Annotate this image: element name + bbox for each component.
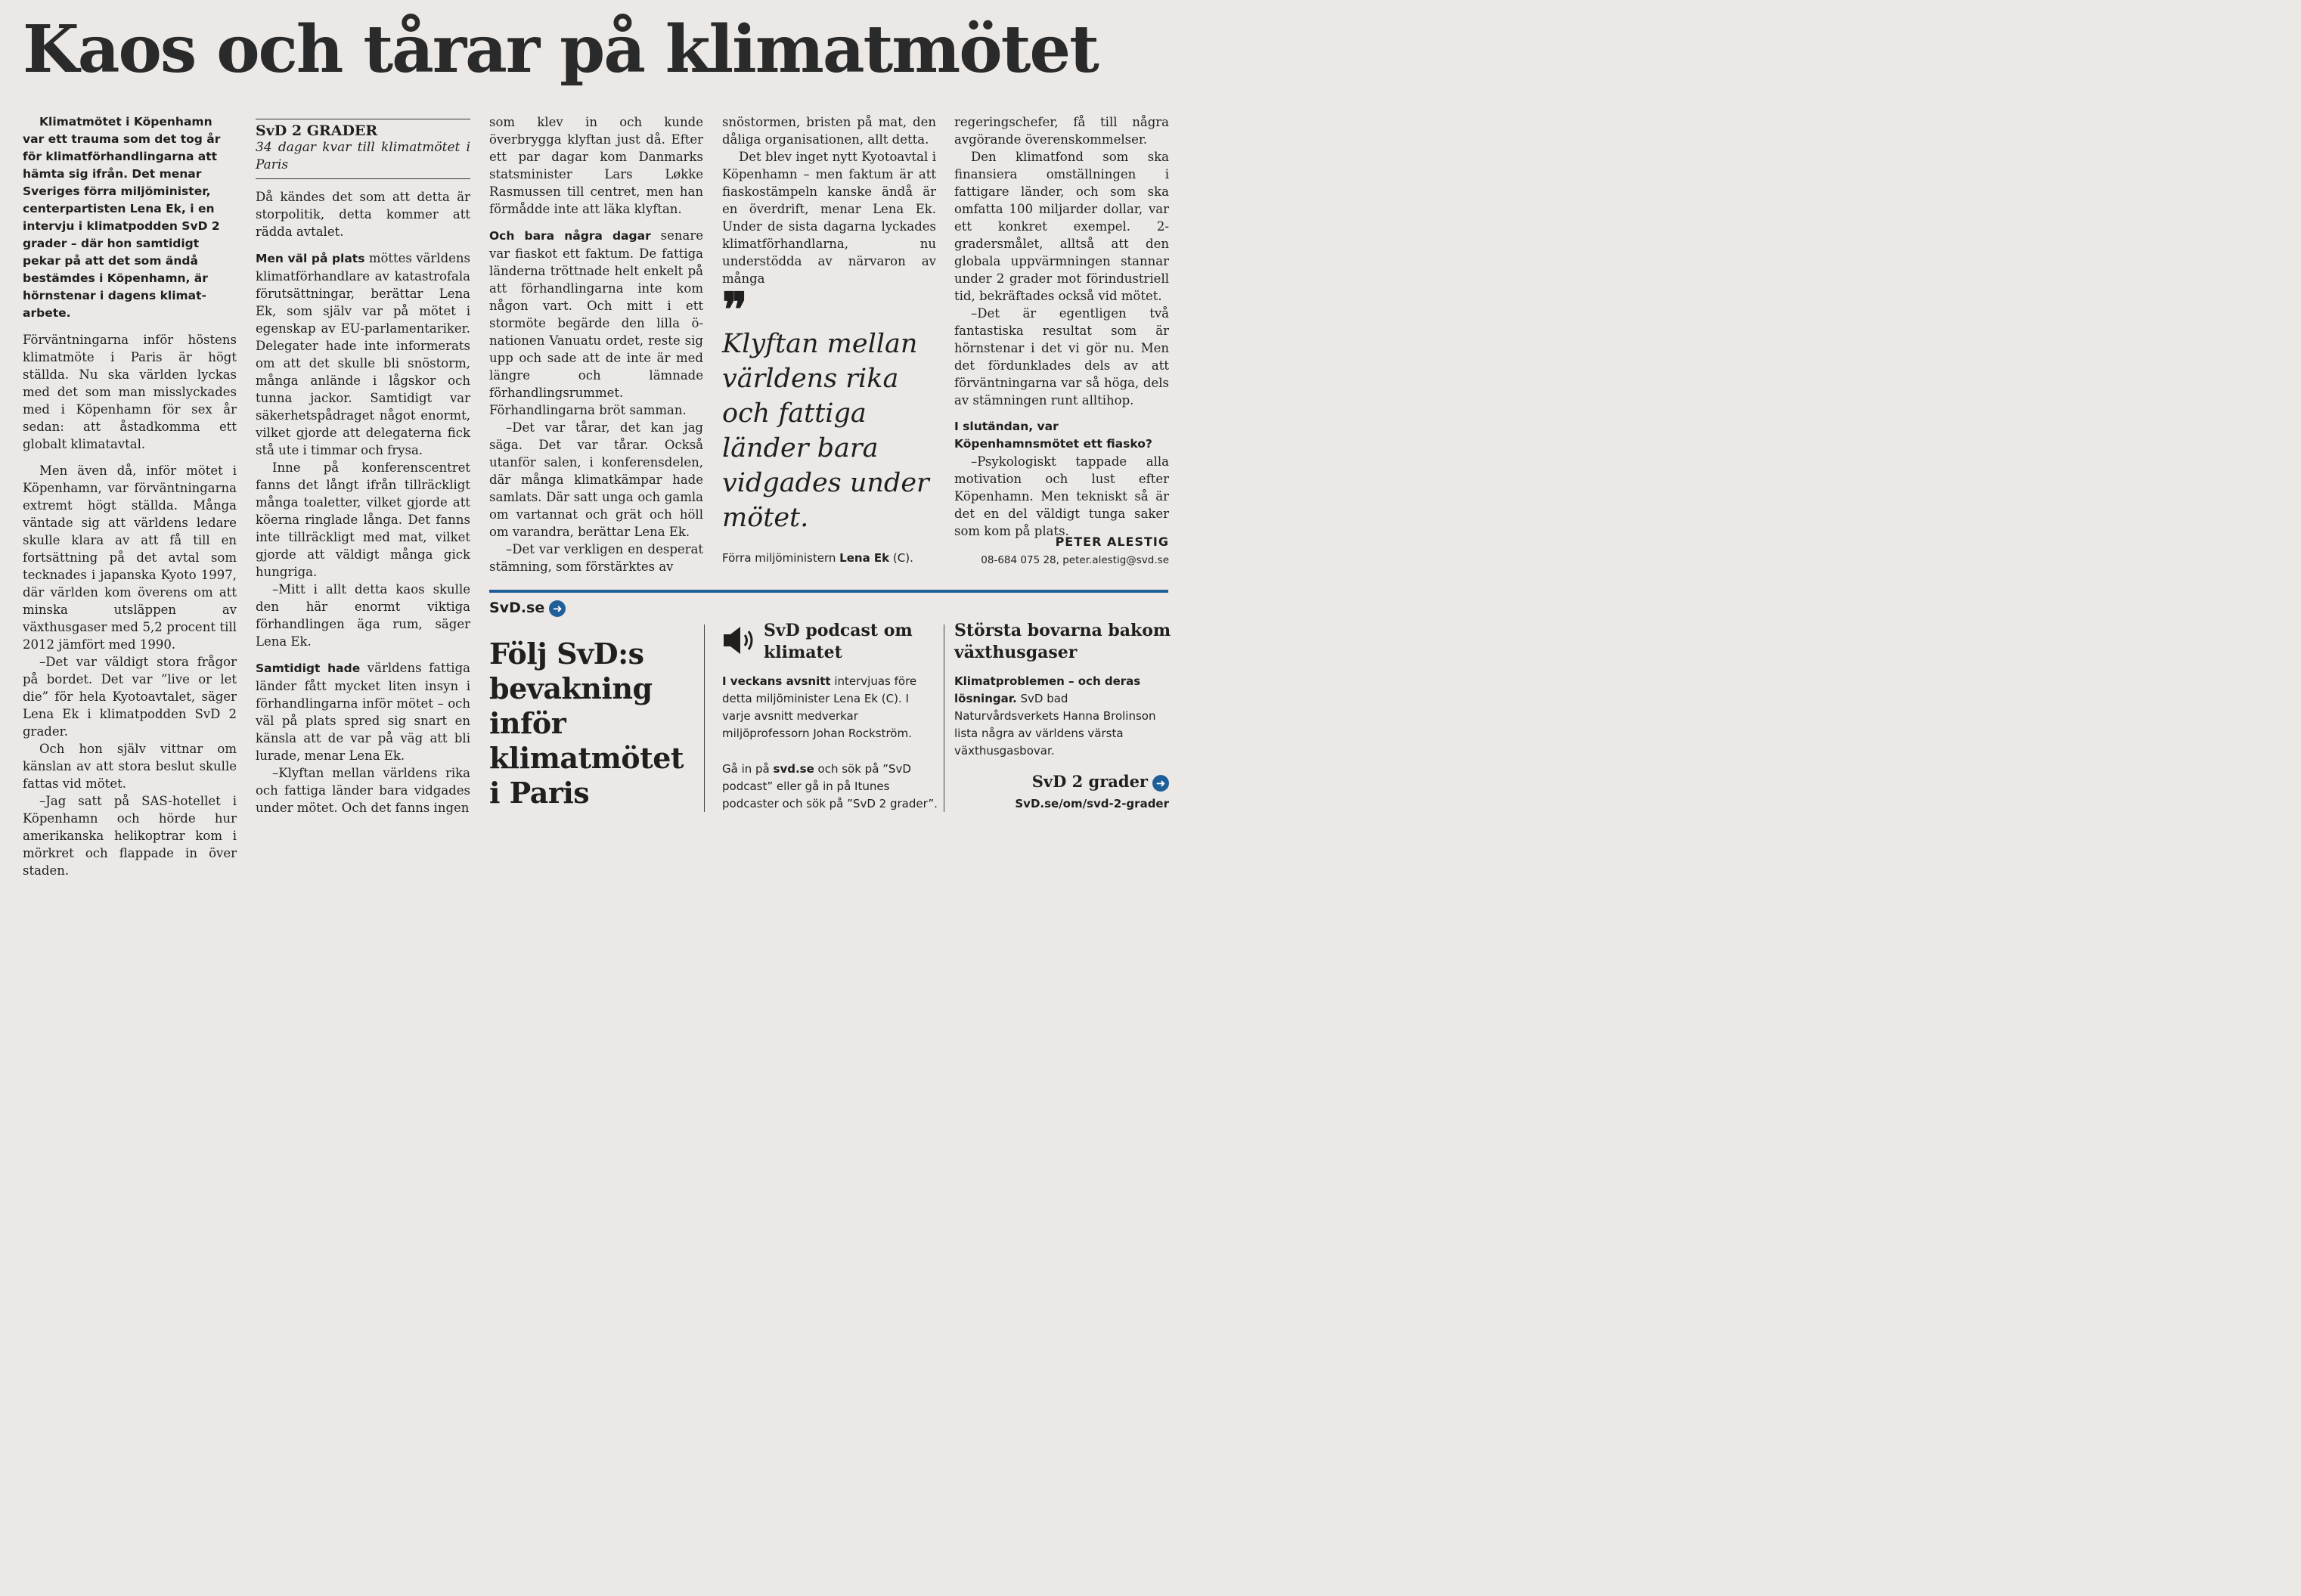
col5-paragraph: regeringschefer, få till några avgörande överenskommelser. — [954, 115, 1169, 147]
byline-contact: 08-684 075 28, peter.alestig@svd.se — [981, 554, 1169, 566]
byline-name: PETER ALESTIG — [1055, 535, 1169, 549]
column-separator — [704, 624, 705, 812]
article-column-5 — [954, 113, 1169, 540]
col2-text: världens fattiga länder fått mycket liten insyn i förhandlingarna inför mötet – och väl på plats spred sig snart en känsla att de var på väg att bli lurade, menar Lena Ek. — [256, 661, 470, 763]
col2-paragraph: –Mitt i allt detta kaos skulle den här enormt viktiga förhandlingen äga rum, säger Lena Ek. — [256, 582, 470, 649]
pull-quote: Klyftan mellan världens rika och fattiga länder bara vidgades under mötet. — [722, 329, 929, 533]
polluters-body: SvD bad Naturvårdsverkets Hanna Brolinson lista några av världens värsta växthusgasbovar. — [954, 692, 1156, 758]
arrow-right-icon: ➜ — [549, 600, 566, 617]
question-heading: I slutändan, var Köpenhamnsmötet ett fiasko? — [954, 420, 1152, 451]
col3-paragraph: –Det var tårar, det kan jag säga. Det var tårar. Också utanför salen, i konferensdelen, där många klimatkämpar hade samlats. Där satt unga och gamla om vartannat och grät och höll om varandra, berättar Lena Ek. — [489, 420, 703, 539]
subhead-lead: Samtidigt hade — [256, 662, 361, 675]
article-column-1 — [23, 113, 237, 879]
svd-2-grader-label: SvD 2 grader — [1031, 772, 1148, 791]
article-column-4 — [722, 113, 936, 287]
vignette-title: SvD 2 GRADER — [256, 122, 378, 139]
podcast-text1: intervjuas före detta miljöminister Lena Ek (C). I varje avsnitt medverkar miljöprofessorn Johan Rockström. — [722, 674, 917, 740]
podcast-text2b: och sök på ”SvD podcast” eller gå in på Itunes podcaster och sök på ”SvD 2 grader”. — [722, 762, 938, 810]
headline: Kaos och tårar på klimatmötet — [23, 11, 1098, 88]
col3-text: senare var fiaskot ett faktum. De fattiga länderna tröttnade helt enkelt på att förhandlingarna inte kom någon vart. Och mitt i ett stormöte begärde den lilla ö-nationen Vanuatu ordet, reste sig upp och sade att de inte är med längre och lämnade förhandlingsrummet. Förhandlingarna bröt samman. — [489, 228, 704, 417]
col2-paragraph — [256, 659, 470, 764]
col5-paragraph: Den klimatfond som ska finansiera omställningen i fattigare länder, och som ska omfatta 100 miljarder dollar, var ett konkret exempel. 2-gradersmålet, alltså att den globala uppvärmningen stannar under 2 grader mot förindustriell tid, bekräftades också vid mötet. — [954, 150, 1169, 303]
col2-paragraph: –Klyftan mellan världens rika och fattiga länder bara vidgades under mötet. Och det fanns ingen — [256, 766, 470, 815]
podcast-text2a: Gå in på — [722, 762, 774, 776]
svd-se-label: SvD.se — [489, 600, 545, 616]
quote-source-name: Lena Ek — [839, 551, 890, 565]
col5-paragraph: –Psykologiskt tappade alla motivation och lust efter Köpenhamn. Men tekniskt så är det en del väldigt tunga saker som kom på plats. — [954, 454, 1169, 538]
podcast-title: SvD podcast om klimatet — [764, 621, 913, 662]
polluters-title: Största bovarna bakom växthusgaser — [954, 621, 1171, 662]
svd-se-link[interactable] — [489, 599, 566, 617]
arrow-right-icon: ➜ — [1152, 775, 1169, 792]
podcast-instructions — [722, 761, 938, 813]
subhead-lead: Och bara några dagar — [489, 229, 651, 243]
article-column-3 — [489, 113, 703, 575]
ingress: Klimatmötet i Köpenhamn var ett trauma som det tog år för klimatförhandlingarna att hämta sig ifrån. Det menar Sveriges förra miljöminister, centerpartisten Lena Ek, i en intervju i klimatpodden SvD 2 grader – där hon samtidigt pekar på att det som ändå bestämdes i Köpenhamn, är hörnstenar i dagens klimatarbete. — [23, 115, 221, 320]
speaker-icon — [722, 624, 758, 656]
quote-source-party: (C). — [889, 551, 913, 565]
col3-paragraph: –Det var verkligen en desperat stämning, som förstärktes av — [489, 542, 703, 574]
col4-paragraph: Det blev inget nytt Kyotoavtal i Köpenhamn – men faktum är att fiaskostämpeln kanske ändå är en överdrift, menar Lena Ek. Under de sista dagarna lyckades klimatförhandlarna, nu understödda av närvaron av många — [722, 150, 936, 286]
vignette-bottom-rule — [256, 178, 470, 179]
col1-paragraph: –Det var väldigt stora frågor på bordet. Det var ”live or let die” för hela Kyotoavtalet, säger Lena Ek i klimatpodden SvD 2 grader. — [23, 655, 237, 739]
col1-paragraph: Och hon själv vittnar om känslan av att stora beslut skulle fattas vid mötet. — [23, 742, 237, 791]
podcast-lead: I veckans avsnitt — [722, 674, 831, 688]
svd-2-grader-link[interactable] — [954, 771, 1169, 792]
col3-paragraph: som klev in och kunde överbrygga klyftan just då. Efter ett par dagar kom Danmarks statsminister Lars Løkke Rasmussen till centret, men han förmådde inte att läka klyftan. — [489, 115, 703, 216]
quote-source — [722, 550, 938, 566]
podcast-text — [722, 673, 938, 742]
col1-paragraph: –Jag satt på SAS-hotellet i Köpenhamn och hörde hur amerikanska helikoptrar kom i mörkret och flappade in över staden. — [23, 794, 237, 878]
subhead-lead: Men väl på plats — [256, 252, 365, 265]
col2-paragraph: Inne på konferenscentret fanns det långt ifrån tillräckligt många toaletter, vilket gjorde att köerna ringlade långa. Det fanns inte tillräckligt med mat, vilket gjorde att väldigt många gick hungriga. — [256, 460, 470, 579]
article-column-2 — [256, 122, 470, 817]
col1-paragraph: Men även då, inför mötet i Köpenhamn, var förväntningarna extremt högt ställda. Många väntade sig att världens ledare skulle klara av att få till en fortsättning på det avtal som tecknades i japanska Kyoto 1997, där världen kom överens om att minska utsläppen av växthusgaser med 5,2 procent till 2012 jämfört med 1990. — [23, 463, 237, 652]
col1-paragraph: Förväntningarna inför höstens klimatmöte i Paris är högt ställda. Nu ska världen lyckas med det som man misslyckades med i Köpenhamn för sex år sedan: att åstadkomma ett globalt klimatavtal. — [23, 333, 237, 451]
quote-mark-icon: ❞ — [722, 282, 748, 337]
col5-paragraph: –Det är egentligen två fantastiska resultat som är hörnstenar i det vi gör nu. Men det fördunklades dels av att förväntningarna var så höga, dels av stämningen runt alltihop. — [954, 306, 1169, 408]
col3-paragraph — [489, 227, 703, 419]
svd-2-grader-url[interactable]: SvD.se/om/svd-2-grader — [1015, 797, 1169, 810]
col4-paragraph: snöstormen, bristen på mat, den dåliga organisationen, allt detta. — [722, 115, 936, 147]
col2-text: möttes världens klimatförhandlare av katastrofala förutsättningar, berättar Lena Ek, som själv var på mötet i egenskap av EU-parlamentariker. Delegater hade inte informerats om att det skulle bli snöstorm, många anlände i lågskor och tunna jackor. Samtidigt var säkerhetspådraget något enormt, vilket gjorde att delegaterna fick stå ute i timmar och frysa. — [256, 251, 470, 457]
quote-source-prefix: Förra miljöministern — [722, 551, 840, 565]
polluters-lead: Klimatproblemen – och deras lösningar. — [954, 674, 1141, 705]
col2-paragraph: Då kändes det som att detta är storpolitik, detta kommer att rädda avtalet. — [256, 190, 470, 239]
vignette-subtitle: 34 dagar kvar till klimatmötet i Paris — [256, 140, 470, 172]
col2-paragraph — [256, 249, 470, 459]
promo-headline: Följ SvD:s bevakning inför klimatmötet i Paris — [489, 637, 684, 810]
promo-divider — [489, 590, 1168, 593]
polluters-text — [954, 673, 1166, 760]
svd-link-text[interactable]: svd.se — [773, 762, 814, 776]
